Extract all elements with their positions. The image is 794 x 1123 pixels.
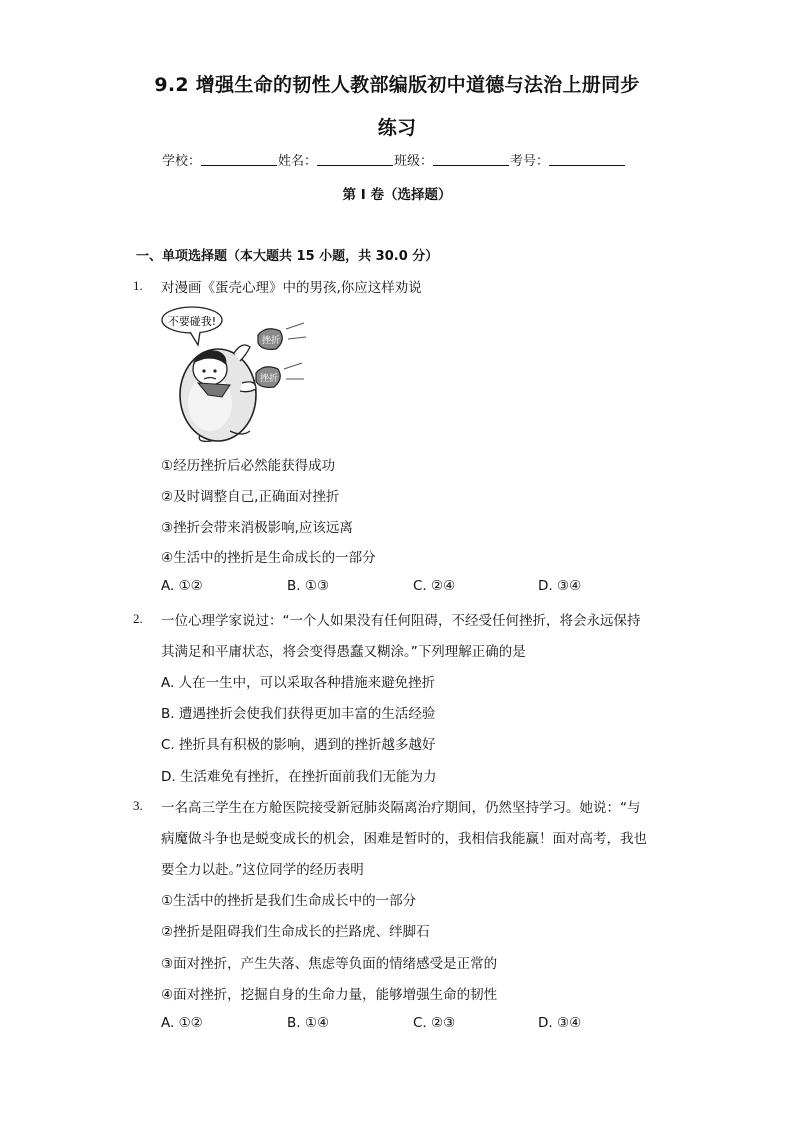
section-heading: 一、单项选择题（本大题共 15 小题，共 30.0 分） [136,249,439,264]
option-a[interactable]: A. ①② [161,578,203,594]
statement-item: ①经历挫折后必然能获得成功 [161,458,336,474]
option-d[interactable]: D. ③④ [538,1015,582,1031]
question-number: 3. [133,798,143,813]
question-number: 2. [133,611,143,626]
statement-item: ②挫折是阻碍我们生命成长的拦路虎、绊脚石 [161,924,430,940]
statement-item: ③面对挫折，产生失落、焦虑等负面的情绪感受是正常的 [161,956,498,972]
choice-d[interactable]: D. 生活难免有挫折，在挫折面前我们无能为力 [161,769,437,785]
option-b[interactable]: B. ①③ [287,578,330,594]
question-stem-continued: 其满足和平庸状态，将会变得愚蠢又糊涂。”下列理解正确的是 [161,644,526,660]
rock-label-2: 挫折 [259,374,279,384]
school-label: 学校： [162,154,202,169]
rock-label-1: 挫折 [261,336,281,346]
speech-bubble-text: 不要碰我! [167,315,217,328]
student-info-row [162,150,626,169]
question-stem-continued: 要全力以赴。”这位同学的经历表明 [161,862,364,878]
statement-item: ④面对挫折，挖掘自身的生命力量，能够增强生命的韧性 [161,987,498,1003]
name-blank[interactable] [317,153,393,166]
option-b[interactable]: B. ①④ [287,1015,330,1031]
exam-number-label: 考号： [510,154,550,169]
option-c[interactable]: C. ②④ [413,578,456,594]
exam-number-blank[interactable] [549,153,625,166]
choice-a[interactable]: A. 人在一生中，可以采取各种措施来避免挫折 [161,675,436,691]
option-c[interactable]: C. ②③ [413,1015,456,1031]
question-stem-continued: 病魔做斗争也是蜕变成长的机会，困难是暂时的，我相信我能赢！面对高考，我也 [161,831,647,847]
statement-item: ②及时调整自己,正确面对挫折 [161,489,340,505]
volume-heading: 第 I 卷（选择题） [342,187,452,203]
name-label: 姓名： [278,154,318,169]
document-title: 9.2 增强生命的韧性人教部编版初中道德与法治上册同步 [154,74,640,96]
choice-b[interactable]: B. 遭遇挫折会使我们获得更加丰富的生活经验 [161,706,436,722]
option-d[interactable]: D. ③④ [538,578,582,594]
eggshell-cartoon-image [160,303,310,443]
school-blank[interactable] [201,153,277,166]
choice-c[interactable]: C. 挫折具有积极的影响，遇到的挫折越多越好 [161,737,436,753]
question-stem: 一位心理学家说过：“一个人如果没有任何阻碍，不经受任何挫折，将会永远保持 [161,613,641,629]
class-blank[interactable] [433,153,509,166]
class-label: 班级： [394,154,434,169]
question-stem: 一名高三学生在方舱医院接受新冠肺炎隔离治疗期间，仍然坚持学习。她说：“与 [161,800,641,816]
statement-item: ③挫折会带来消极影响,应该远离 [161,520,353,536]
option-a[interactable]: A. ①② [161,1015,203,1031]
question-stem: 对漫画《蛋壳心理》中的男孩,你应这样劝说 [161,280,422,296]
statement-item: ①生活中的挫折是我们生命成长中的一部分 [161,893,417,909]
question-number: 1. [133,278,143,293]
document-title-continued: 练习 [377,117,417,139]
statement-item: ④生活中的挫折是生命成长的一部分 [161,550,376,566]
